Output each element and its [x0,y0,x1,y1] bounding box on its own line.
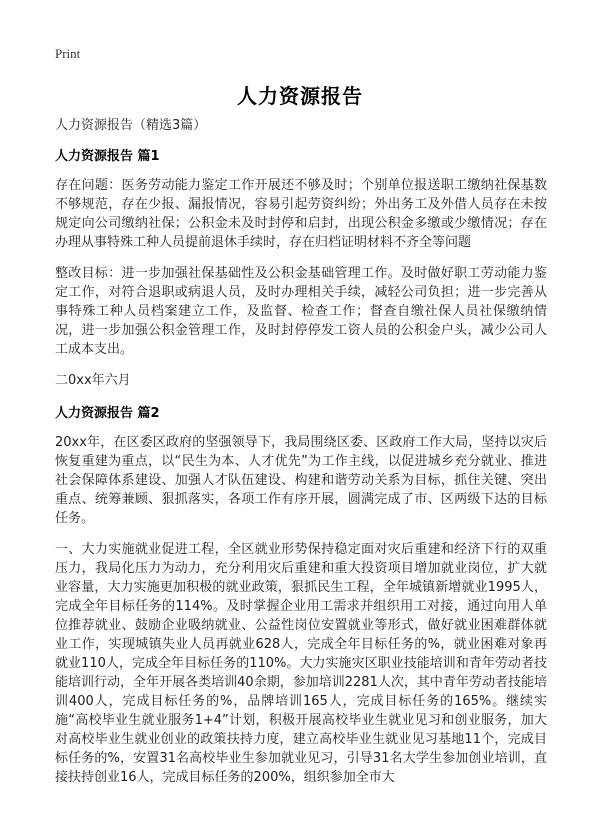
article1-heading: 人力资源报告 篇1 [55,149,160,164]
document-subtitle: 人力资源报告（精选3篇） [55,118,207,133]
article2-paragraph: 20xx年，在区委区政府的坚强领导下，我局围绕区委、区政府工作大局，坚持以灾后恢复重建为重点，以“民生为本、人才优先”为工作主线，以促进城乡充分就业、推进社会保障体系建设、加强人才队伍建设、构建和谐劳动关系为目标，抓住关键、突出重点、统筹兼顾、狠抓落实，各项工作有序开展，圆满完成了市、区两级下达的目标任务。 [55,435,547,526]
document-content [55,116,547,799]
article1-paragraph: 整改目标：进一步加强社保基础性及公积金基础管理工作。及时做好职工劳动能力鉴定工作，对符合退职或病退人员，及时办理相关手续，减轻公司负担；进一步完善从事特殊工种人员档案建立工作，及监督、检查工作；督查自缴社保人员社保缴纳情况，进一步加强公积金管理工作，及时封停停发工资人员的公积金户头，减少公司人工成本支出。 [55,266,547,357]
print-label: Print [55,46,81,61]
article1-paragraph: 存在问题：医务劳动能力鉴定工作开展还不够及时；个别单位报送职工缴纳社保基数不够规范，存在少报、漏报情况，容易引起劳资纠纷；外出务工及外借人员存在未按规定向公司缴纳社保；公积金未及时封停和启封，出现公积金多缴或少缴情况；存在办理从事特殊工种人员提前退休手续时，存在归档证明材料不齐全等问题 [55,178,547,250]
article1-date: 二0xx年六月 [55,373,131,388]
document-title: 人力资源报告 [237,84,363,108]
article2-paragraph: 一、大力实施就业促进工程，全区就业形势保持稳定面对灾后重建和经济下行的双重压力，我局化压力为动力，充分利用灾后重建和重大投资项目增加就业岗位，扩大就业容量，大力实施更加积极的就业政策，狠抓民生工程，全年城镇新增就业1995人，完成全年目标任务的114%。及时掌握企业用工需求并组织用工对接，通过向用人单位推荐就业、鼓励企业吸纳就业、公益性岗位安置就业等形式，做好就业困难群体就业工作，实现城镇失业人员再就业628人，完成全年目标任务的%，就业困难对象再就业110人，完成全年目标任务的110%。大力实施灾区职业技能培训和青年劳动者技能培训行动，全年开展各类培训40余期，参加培训2281人次，其中青年劳动者技能培训400人，完成目标任务的%，品牌培训165人，完成目标任务的165%。继续实施“高校毕业生就业服务1+4”计划，积极开展高校毕业生就业见习和创业服务，加大对高校毕业生就业创业的政策扶持力度，建立高校毕业生就业见习基地11个，完成目标任务的%，安置31名高校毕业生参加就业见习，引导31名大学生参加创业培训，直接扶持创业16人，完成目标任务的200%，组织参加全市大 [55,542,547,785]
article2-heading: 人力资源报告 篇2 [55,406,160,421]
